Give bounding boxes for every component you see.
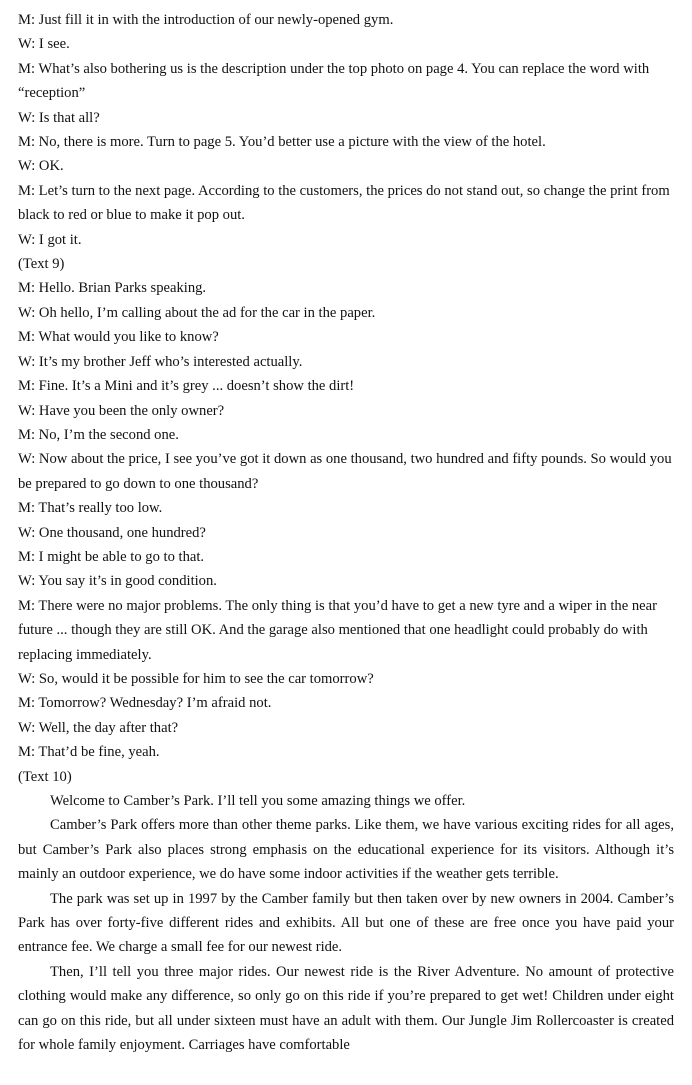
dialogue-line: M: What would you like to know? [18, 329, 219, 346]
dialogue-line: M: Let’s turn to the next page. According to the customers, the prices do not stand out, so change the print from black to red or blue to make it pop out. [18, 182, 670, 224]
dialogue-line: M: That’s really too low. [18, 500, 163, 517]
dialogue-line: W: Well, the day after that? [18, 719, 179, 736]
dialogue-line: W: Now about the price, I see you’ve got it down as one thousand, two hundred and fifty pounds. So would you be prepared to go down to one thousand? [18, 451, 672, 492]
paragraph: Welcome to Camber’s Park. I’ll tell you some amazing things we offer. [50, 793, 466, 809]
dialogue-line: W: I see. [18, 36, 70, 53]
dialogue-line: M: That’d be fine, yeah. [18, 744, 160, 761]
dialogue-line: M: What’s also bothering us is the description under the top photo on page 4. You can replace the word with “reception” [18, 60, 650, 102]
dialogue-line: W: You say it’s in good condition. [18, 573, 217, 590]
dialogue-line: W: It’s my brother Jeff who’s interested actually. [18, 353, 303, 370]
section-label: (Text 10) [18, 768, 72, 785]
dialogue-line: M: No, there is more. Turn to page 5. You’d better use a picture with the view of the hotel. [18, 134, 546, 151]
dialogue-line: W: Oh hello, I’m calling about the ad for the car in the paper. [18, 304, 376, 321]
dialogue-line: M: Just fill it in with the introduction of our newly-opened gym. [18, 12, 394, 28]
section-label: (Text 9) [18, 256, 65, 273]
dialogue-line: M: No, I’m the second one. [18, 426, 179, 443]
dialogue-line: W: So, would it be possible for him to see the car tomorrow? [18, 670, 374, 687]
dialogue-line: W: One thousand, one hundred? [18, 524, 206, 541]
dialogue-line: W: Is that all? [18, 109, 100, 126]
dialogue-line: W: Have you been the only owner? [18, 402, 225, 419]
dialogue-line: M: I might be able to go to that. [18, 548, 205, 565]
paragraph: Camber’s Park offers more than other theme parks. Like them, we have various exciting rides for all ages, but Camber’s Park also places strong emphasis on the educational experience for its visitors. Although it’s mainly an outdoor experience, we do have some indoor activities if the weather gets terrible. [18, 817, 674, 883]
paragraph: Then, I’ll tell you three major rides. Our newest ride is the River Adventure. No amount of protective clothing would make any difference, so only go on this ride if you’re prepared to get wet! Children under eight can go on this ride, but all under sixteen must have an adult with them. Our Jungle Jim Rollercoaster is created for whole family enjoyment. Carriages have comfortable [18, 963, 674, 1054]
dialogue-line: W: OK. [18, 158, 64, 175]
monologue-text [18, 789, 674, 1057]
dialogue-line: M: Tomorrow? Wednesday? I’m afraid not. [18, 695, 272, 712]
paragraph: The park was set up in 1997 by the Camber family but then taken over by new owners in 2004. Camber’s Park has over forty-five different rides and exhibits. All but one of these are free once you have paid your entrance fee. We charge a small fee for our newest ride. [18, 890, 674, 956]
dialogue-line: M: There were no major problems. The only thing is that you’d have to get a new tyre and a wiper in the near future ... though they are still OK. And the garage also mentioned that one headlight could probably do with replacing immediately. [18, 597, 657, 663]
dialogue-lines [18, 8, 674, 789]
dialogue-line: M: Fine. It’s a Mini and it’s grey ... doesn’t show the dirt! [18, 378, 355, 395]
dialogue-line: M: Hello. Brian Parks speaking. [18, 280, 207, 297]
dialogue-line: W: I got it. [18, 231, 82, 248]
